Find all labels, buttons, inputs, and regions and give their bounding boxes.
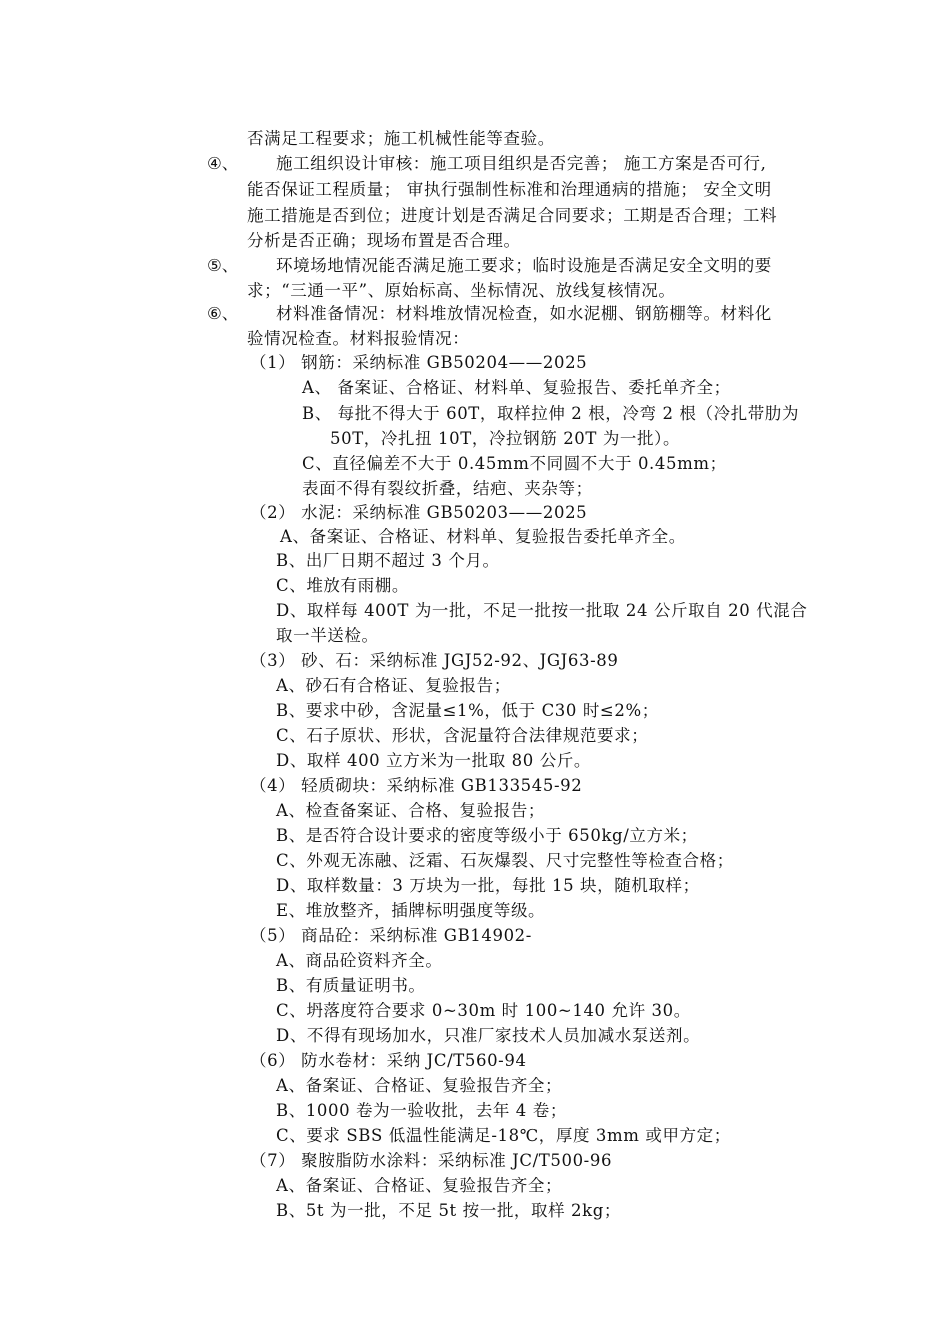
section-2-item-a: A、备案证、合格证、材料单、复验报告委托单齐全。 — [280, 527, 686, 546]
section-2-item-d-line-2: 取一半送检。 — [276, 626, 379, 645]
item-5-line-2: 求；“三通一平”、原始标高、坐标情况、放线复核情况。 — [247, 281, 676, 300]
section-6-item-a: A、备案证、合格证、复验报告齐全； — [276, 1076, 563, 1095]
item-6-line-2: 验情况检查。材料报验情况： — [247, 329, 470, 348]
item-4-line-4: 分析是否正确；现场布置是否合理。 — [247, 231, 521, 250]
section-6-item-b: B、1000 卷为一验收批，去年 4 卷； — [276, 1101, 567, 1120]
section-4-item-d: D、取样数量：3 万块为一批，每批 15 块，随机取样； — [276, 876, 700, 895]
section-7-item-b: B、5t 为一批，不足 5t 按一批，取样 2kg； — [276, 1201, 622, 1220]
section-4-item-b: B、是否符合设计要求的密度等级小于 650kg/立方米； — [276, 826, 698, 845]
item-6-number: ⑥、 — [207, 304, 239, 323]
item-5-line-1: 环境场地情况能否满足施工要求；临时设施是否满足安全文明的要 — [276, 256, 772, 275]
section-3-item-a: A、砂石有合格证、复验报告； — [276, 676, 511, 695]
section-1-item-b-line-1: B、 每批不得大于 60T，取样拉伸 2 根，冷弯 2 根（冷扎带肋为 — [302, 404, 800, 423]
section-2-heading: （2） 水泥：采纳标准 GB50203——2025 — [250, 503, 588, 522]
item-4-line-3: 施工措施是否到位；进度计划是否满足合同要求；工期是否合理；工料 — [247, 206, 778, 225]
item-5-number: ⑤、 — [207, 256, 239, 275]
section-1-item-c-continued: 表面不得有裂纹折叠，结疤、夹杂等； — [302, 479, 593, 498]
section-3-heading: （3） 砂、石：采纳标准 JGJ52-92、JGJ63-89 — [250, 651, 619, 670]
section-4-item-c: C、外观无冻融、泛霜、石灰爆裂、尺寸完整性等检查合格； — [276, 851, 734, 870]
section-5-heading: （5） 商品砼：采纳标准 GB14902- — [250, 926, 532, 945]
section-5-item-c: C、坍落度符合要求 0~30m 时 100~140 允许 30。 — [276, 1001, 691, 1020]
section-1-item-b-line-2: 50T，冷扎扭 10T，冷拉钢筋 20T 为一批）。 — [330, 429, 681, 448]
section-2-item-d-line-1: D、取样每 400T 为一批，不足一批按一批取 24 公斤取自 20 代混合 — [276, 601, 808, 620]
section-1-heading: （1） 钢筋：采纳标准 GB50204——2025 — [250, 353, 588, 372]
section-2-item-c: C、堆放有雨棚。 — [276, 576, 409, 595]
section-1-item-c: C、直径偏差不大于 0.45mm不同圆不大于 0.45mm； — [302, 454, 727, 473]
section-5-item-d: D、不得有现场加水，只准厂家技术人员加减水泵送剂。 — [276, 1026, 701, 1045]
section-2-item-b: B、出厂日期不超过 3 个月。 — [276, 551, 500, 570]
section-5-item-a: A、商品砼资料齐全。 — [276, 951, 443, 970]
section-7-item-a: A、备案证、合格证、复验报告齐全； — [276, 1176, 563, 1195]
section-6-item-c: C、要求 SBS 低温性能满足-18℃，厚度 3mm 或甲方定； — [276, 1126, 731, 1145]
item-4-line-2: 能否保证工程质量； 审执行强制性标准和治理通病的措施； 安全文明 — [247, 180, 772, 199]
section-1-item-a: A、 备案证、合格证、材料单、复验报告、委托单齐全； — [302, 378, 731, 397]
section-3-item-d: D、取样 400 立方米为一批取 80 公斤。 — [276, 751, 591, 770]
section-4-item-e: E、堆放整齐，插牌标明强度等级。 — [276, 901, 546, 920]
section-7-heading: （7） 聚胺脂防水涂料：采纳标准 JC/T500-96 — [250, 1151, 613, 1170]
item-4-line-1: 施工组织设计审核：施工项目组织是否完善； 施工方案是否可行, — [276, 154, 767, 173]
section-3-item-b: B、要求中砂，含泥量≤1%，低于 C30 时≤2%； — [276, 701, 659, 720]
item-4-number: ④、 — [207, 154, 239, 173]
item-6-line-1: 材料准备情况：材料堆放情况检查，如水泥棚、钢筋棚等。材料化 — [276, 304, 772, 323]
section-4-heading: （4） 轻质砌块：采纳标准 GB133545-92 — [250, 776, 583, 795]
section-3-item-c: C、石子原状、形状，含泥量符合法律规范要求； — [276, 726, 649, 745]
section-6-heading: （6） 防水卷材：采纳 JC/T560-94 — [250, 1051, 527, 1070]
item-3-tail: 否满足工程要求；施工机械性能等查验。 — [247, 129, 555, 148]
section-5-item-b: B、有质量证明书。 — [276, 976, 426, 995]
section-4-item-a: A、检查备案证、合格、复验报告； — [276, 801, 546, 820]
